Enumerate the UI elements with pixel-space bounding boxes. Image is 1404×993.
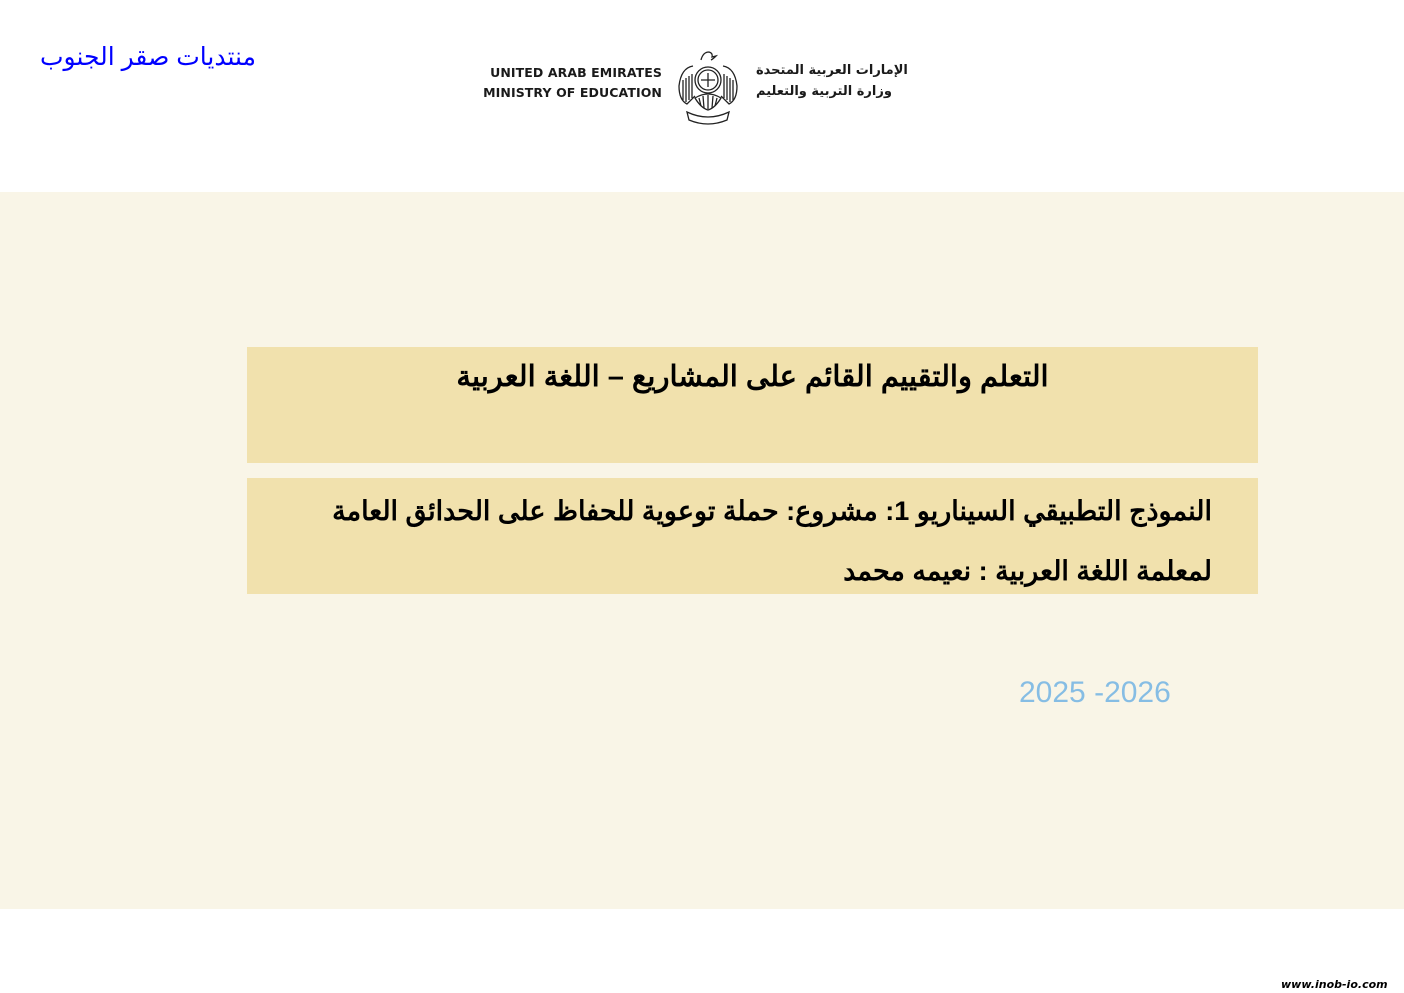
ministry-arabic-name <box>756 60 908 102</box>
uae-emblem-falcon-icon <box>675 46 741 128</box>
arabic-line-2: وزارة التربية والتعليم <box>756 84 892 99</box>
english-line-1: UNITED ARAB EMIRATES <box>490 65 662 80</box>
forum-link[interactable]: منتديات صقر الجنوب <box>40 43 256 71</box>
page-title: التعلم والتقييم القائم على المشاريع – اللغة العربية <box>456 361 1049 393</box>
academic-year: 2025 -2026 <box>1019 676 1171 709</box>
subtitle-box <box>247 478 1258 594</box>
arabic-line-1: الإمارات العربية المتحدة <box>756 63 908 78</box>
english-line-2: MINISTRY OF EDUCATION <box>483 85 662 100</box>
ministry-english-name <box>483 63 662 103</box>
footer-url: www.inob-io.com <box>1281 978 1388 991</box>
title-box <box>247 347 1258 463</box>
scenario-title: النموذج التطبيقي السيناريو 1: مشروع: حملة توعوية للحفاظ على الحدائق العامة <box>332 496 1212 526</box>
teacher-name: لمعلمة اللغة العربية : نعيمه محمد <box>843 556 1212 586</box>
ministry-logo <box>478 46 948 128</box>
